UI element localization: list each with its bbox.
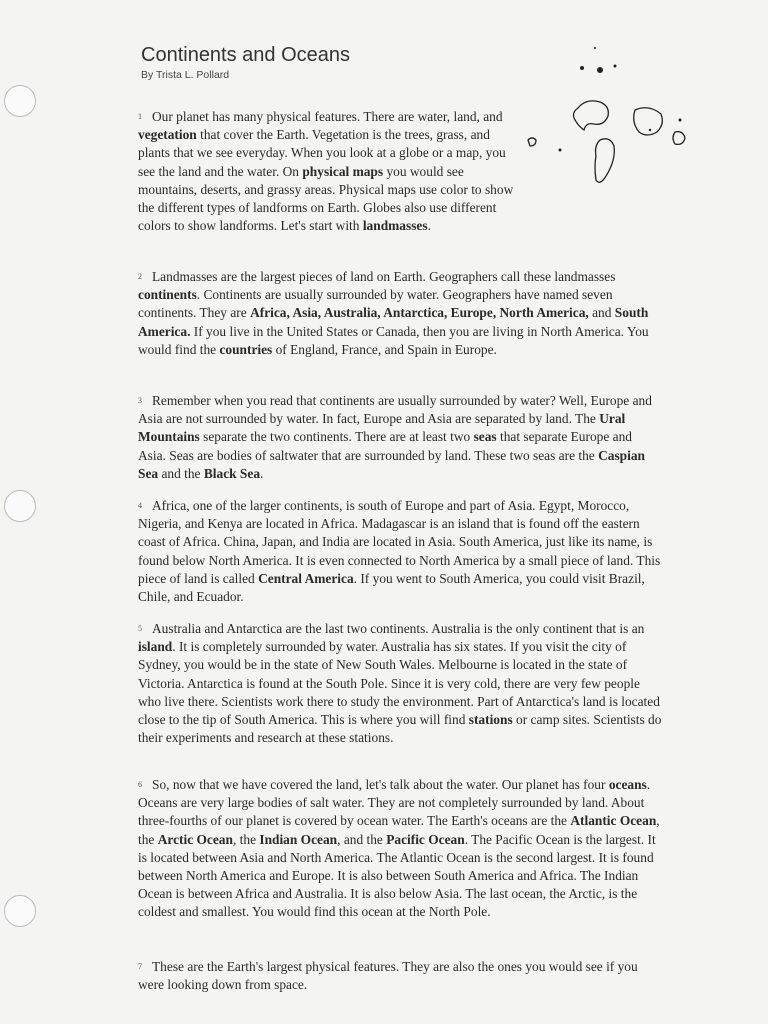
paragraph-number: 1 [138,112,142,121]
bold-term: Arctic Ocean [157,831,233,847]
text-run: So, now that we have covered the land, let's talk about the water. Our planet has four [152,777,609,792]
text-run: . Continents are usually surrounded by water. Geographers have named seven continents. They are [138,287,613,321]
bold-term: seas [473,429,497,445]
text-run: and the [158,465,204,481]
bold-term: Ural Mountains [138,411,626,445]
bold-term: physical maps [302,163,384,179]
text-run: you would see mountains, deserts, and grassy areas. Physical maps use color to show the different types of landforms on Earth. Globes also use different colors to show landforms. Let's start with [138,163,514,234]
paragraph-6 [138,776,666,922]
paragraph-5 [138,620,662,747]
paragraph-3 [138,392,660,483]
text-run: . [260,465,264,481]
text-run: These are the Earth's largest physical features. They are also the ones you would see if you were looking down from space. [138,959,638,993]
text-run: Our planet has many physical features. There are water, land, and [152,109,503,124]
bold-term: Caspian Sea [138,447,645,481]
text-run: and [588,305,615,321]
bold-term: Pacific Ocean [386,831,465,847]
paragraph-number: 2 [138,272,142,281]
author-byline: By Trista L. Pollard [141,69,230,81]
text-run: separate the two continents. There are at least two [199,429,474,445]
bold-term: island [138,639,173,655]
punch-hole [4,85,36,117]
text-run: or camp sites. Scientists do their experiments and research at these stations. [138,712,662,746]
bold-term: countries [219,341,273,357]
text-run: Landmasses are the largest pieces of land on Earth. Geographers call these landmasses [152,269,616,284]
bold-term: Atlantic Ocean [570,813,657,829]
text-run: , the [138,813,660,847]
text-run: of England, France, and Spain in Europe. [272,341,497,357]
punch-hole [4,490,36,522]
paragraph-1 [138,108,516,235]
text-run: . The Pacific Ocean is the largest. It is located between Asia and North America. The Atlantic Ocean is the second largest. It is found between North America and Europe. It is also between South America and Africa. The Indian Ocean is between Africa and Australia. It is also below Asia. The last ocean, the Arctic, is the coldest and smallest. You would find this ocean at the North Pole. [138,831,656,920]
text-run: Africa, one of the larger continents, is south of Europe and part of Asia. Egypt, Morocco, Nigeria, and Kenya are located in Africa. Madagascar is an island that is found off the eastern coast of Africa. China, Japan, and India are located in Asia. South America, just like its name, is found below North America. It is even connected to North America by a small piece of land. This piece of land is called [138,498,661,586]
paragraph-number: 3 [138,396,142,405]
bold-term: oceans [608,777,647,792]
text-run: that separate Europe and Asia. Seas are bodies of saltwater that are surrounded by land. These two seas are the [138,429,632,463]
bold-term: Africa, Asia, Australia, Antarctica, Europe, North America, [250,305,589,321]
page-title: Continents and Oceans [141,44,351,66]
bold-term: South America. [138,305,649,339]
text-run: , the [232,831,260,847]
paragraph-number: 6 [138,780,142,789]
text-run: Australia and Antarctica are the last two continents. Australia is the only continent that is an [152,621,645,636]
paragraph-number: 4 [138,501,142,510]
text-run: . It is completely surrounded by water. Australia has six states. If you visit the city of Sydney, you would be in the state of New South Wales. Melbourne is located in the state of Victoria. Antarctica is found at the South Pole. Since it is very cold, there are very few people who live there. Scientists work there to study the environment. Part of Antarctica's land is located close to the tip of South America. This is where you will find [138,639,660,728]
bold-term: stations [468,712,513,728]
text-run: . Oceans are very large bodies of salt water. They are not completely surrounded by land. About three-fourths of our planet is covered by ocean water. The Earth's oceans are the [138,777,651,829]
bold-term: landmasses [362,218,428,234]
text-run: If you live in the United States or Canada, then you are living in North America. You would find the [138,323,649,357]
paragraph-4 [138,497,666,606]
bold-term: Black Sea [203,465,261,481]
text-run: , and the [337,831,387,847]
paragraph-7 [138,958,666,994]
bold-term: Indian Ocean [259,831,338,847]
punch-hole [4,895,36,927]
paragraph-number: 5 [138,624,142,633]
text-run: . [427,218,431,234]
text-run: Remember when you read that continents are usually surrounded by water? Well, Europe and Asia are not surrounded by water. In fact, Europe and Asia are separated by land. The [138,393,652,427]
paragraph-number: 7 [138,962,142,971]
bold-term: Central America [258,570,354,586]
paragraph-2 [138,268,658,359]
world-map-image [520,40,700,200]
bold-term: vegetation [138,127,197,143]
text-run: that cover the Earth. Vegetation is the trees, grass, and plants that we see everyday. When you look at a globe or a map, you see the land and the water. On [138,127,506,179]
bold-term: continents [138,287,197,303]
text-run: . If you went to South America, you could visit Brazil, Chile, and Ecuador. [138,570,645,605]
